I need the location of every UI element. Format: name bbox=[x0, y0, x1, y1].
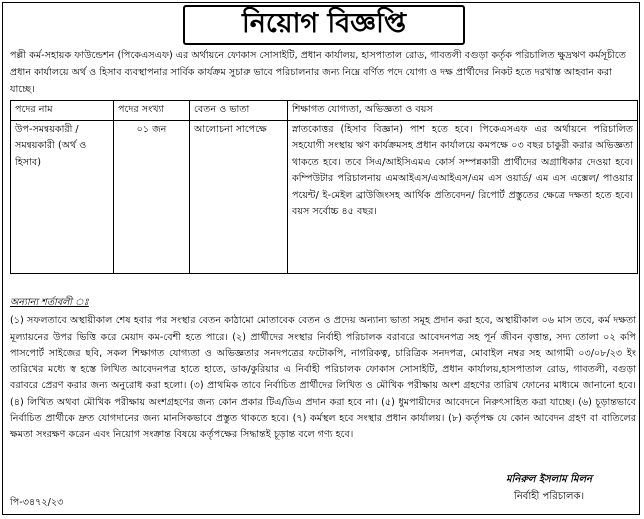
conditions-text: (১) সফলতাবে অস্থায়ীকাল শেষ হবার পর সংস্থার বেতন কাঠামো মোতাবেক বেতন ও প্রদেয় অন্যান্য ভাতা সমূহ প্রদান করা হবে, অস্থায়ীকাল ০৬ মাস তবে, কর্ম দক্ষতা মূল্যায়নের উপর ভিত্তি করে মেয়াদ কম-বেশী হতে পারে। (২) প্রার্থীদের সংস্থার নির্বাহী পরিচালক বরাবরে আবেদনপত্র সহ পূর্ন জীবন বৃত্তান্ত, সদ্য তোলা ০২ কপি পাসপোর্ট সাইজের ছবি, সকল শিক্ষাগত যোগ্যতা ও অভিজ্ঞতার সনদপত্রের ফটোকপি, নাগরিকত্ব, চারিত্রিক সনদপত্র, মোবাইল নম্বর সহ আগামী ০৩/০৮/২৩ ইং তারিখের মধ্যে স্ব হস্তে লিখিত আবেদনপত্র হাতে হাতে, ডাক/কুরিয়ার এ নির্বাহী পরিচালক ফোকাস সোসাইটি, প্রধান কার্যালয়,হাসপাতাল রোড, গাবতলী, বগুড়া বরাবরে প্রেরণ করার জন্য অনুরোধ করা হলো। (৩) প্রাথমিক তাবে নির্বাচিত প্রার্থীদের লিখিত ও মৌখিক পরীক্ষায় অংশ গ্রহণের তারিখ ফোনের মাধ্যমে জানানো হবে। (৪) লিখিত অথবা মৌখিক পরীক্ষায় অংশগ্রহণের জন্য কোন প্রকার টিএ/ডিএ প্রদান করা হবে না। (৫) ধুমপায়ীদের আবেদনে নিরুৎসাহিত করা যাচ্ছে। (৬) চূড়ান্তভাবে নির্বাচিত প্রার্থীকে দ্রুত যোগদানের জন্য মানসিকভাবে প্রস্তুত থাকতে হবে। (৭) কর্মস্থল হবে সংস্থার প্রধান কার্যালয়। (৮) কর্তৃপক্ষ যে কোন আবেদন গ্রহণ বা বাতিলের ক্ষমতা সংরক্ষণ করেন এবং নিয়োগ সংক্রান্ত বিষয়ে কর্তৃপক্ষের সিদ্ধান্তই চূড়ান্ত বলে গণ্য হবে। bbox=[10, 315, 636, 441]
cell-requirements: স্নাতকোত্তর (হিসাব বিজ্ঞান) পাশ হতে হবে। পিকেএসএফ এর অর্থায়নে পরিচালিত সহযোগী সংস্থায় ঋণ কার্যক্রমসহ প্রধান কার্যালয়ে কমপক্ষে ০৩ বছর চাকুরী করার অভিজ্ঞতা থাকতে হবে। তবে সিএ/আইসিএমএ কোর্স সম্পন্নকারী প্রার্থীদের অগ্রাধিকার দেওয়া হবে। কম্পিউটার পরিচালনায় এমআইএস/এআইএস/এম এস ওয়ার্ড/ এম এস এক্সেল/ পাওয়ার পয়েন্ট/ ই-মেইল ব্রাউজিংসহ আর্থিক প্রতিবেদন/ রিপোর্ট প্রস্তুতের ক্ষেত্রে দক্ষতা হতে হবে। বয়স সর্বোচ্চ ৪৫ বছর। bbox=[288, 120, 638, 273]
signature-block bbox=[479, 471, 619, 505]
header-post: পদের নাম bbox=[11, 101, 114, 121]
header-requirements: শিক্ষাগত যোগ্যতা, অভিজ্ঞতা ও বয়স bbox=[288, 101, 638, 121]
signatory-designation: নির্বাহী পরিচালক। bbox=[513, 491, 585, 502]
notice-title: নিয়োগ বিজ্ঞপ্তি bbox=[183, 5, 465, 45]
cell-count: ০১ জন bbox=[114, 120, 190, 273]
conditions-title: অন্যান্য শর্তাবলী ঃ bbox=[10, 297, 89, 308]
post-table bbox=[10, 100, 638, 274]
cell-post: উপ-সমন্বয়কারী /সমন্বয়কারী (অর্থ ও হিসাব) bbox=[11, 120, 114, 273]
header-salary: বেতন ও ভাতা bbox=[190, 101, 288, 121]
header-count: পদের সংখ্যা bbox=[114, 101, 190, 121]
signatory-name: মনিরুল ইসলাম মিলন bbox=[505, 474, 592, 485]
notice-page bbox=[2, 2, 640, 515]
intro-paragraph: পল্লী কর্ম-সহায়ক ফাউন্ডেশন (পিকেএসএফ) এর অর্থায়নে ফোকাস সোসাইটি, প্রধান কার্যালয়, হাসপাতাল রোড, গাবতলী বগুড়া কর্তৃক পরিচালিত ক্ষুদ্রঋণ কর্মসূচীতে প্রধান কার্যালয়ে অর্থ ও হিসাব ব্যবস্থাপনার সার্বিক কার্যক্রম সুচারু ভাবে পরিচালনার জন্য নিম্নে বর্ণিত পদে যোগ্য ও দক্ষ প্রার্থীদের নিকট হতে দরখাস্ত আহবান করা যাচ্ছে। bbox=[10, 50, 626, 95]
reference-number: পি-৩৪৭২/২৩ bbox=[10, 497, 64, 508]
conditions-section bbox=[10, 295, 636, 444]
table-header-row bbox=[11, 101, 638, 121]
table-row bbox=[11, 120, 638, 273]
cell-salary: আলোচনা সাপেক্ষে bbox=[190, 120, 288, 273]
